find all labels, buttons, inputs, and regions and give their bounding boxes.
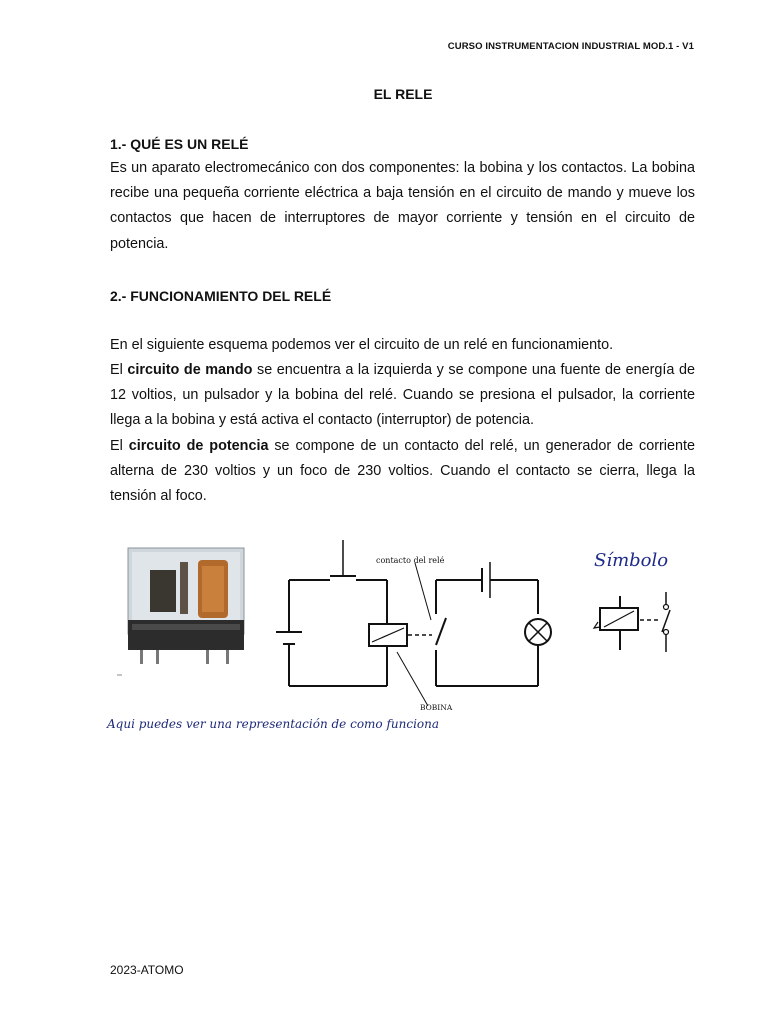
- mando-bold-term: circuito de mando: [127, 362, 253, 378]
- figure-caption: Aqui puedes ver una representación de como funciona: [107, 717, 440, 731]
- symbol-title: Símbolo: [594, 550, 669, 571]
- potencia-pre: El: [110, 438, 129, 454]
- page-header: CURSO INSTRUMENTACION INDUSTRIAL MOD.1 - V1: [447, 41, 694, 52]
- mando-post: se encuentra a la izquierda y se compone una fuente de energía de 12 voltios, un pulsador y la bobina del relé. Cuando se presiona el pulsador, la corriente llega a la bobina y está activa el contacto (interruptor) de potencia.: [110, 362, 696, 429]
- paragraph-definition: Es un aparato electromecánico con dos componentes: la bobina y los contactos. La bobina recibe una pequeña corriente eléctrica a baja tensión en el circuito de mando y mueve los contactos que hacen de interruptores de mayor corriente y tensión en el circuito de potencia.: [110, 160, 695, 252]
- paragraph-intro: En el siguiente esquema podemos ver el circuito de un relé en funcionamiento.: [110, 337, 614, 353]
- label-contacto-rele: contacto del relé: [376, 556, 445, 565]
- potencia-bold-term: circuito de potencia: [128, 438, 269, 454]
- relay-photo: [117, 548, 244, 675]
- paragraph-circuito-potencia: [110, 434, 695, 510]
- relay-figure: [100, 530, 700, 730]
- label-bobina: BOBINA: [420, 703, 453, 712]
- section-heading-operation: 2.- FUNCIONAMIENTO DEL RELÉ: [110, 288, 332, 304]
- section-heading-what-is: 1.- QUÉ ES UN RELÉ: [110, 136, 249, 152]
- potencia-post: se compone de un contacto del relé, un generador de corriente alterna de 230 voltios y un foco de 230 voltios. Cuando el contacto se cierra, llega la tensión al foco.: [110, 438, 695, 505]
- document-title: EL RELE: [373, 86, 433, 102]
- page-footer: 2023-ATOMO: [110, 963, 184, 977]
- power-circuit: [436, 562, 551, 686]
- relay-symbol: [594, 592, 670, 652]
- paragraph-circuito-mando: [110, 358, 695, 434]
- mechanical-link: [397, 563, 432, 706]
- mando-pre: El: [110, 362, 128, 378]
